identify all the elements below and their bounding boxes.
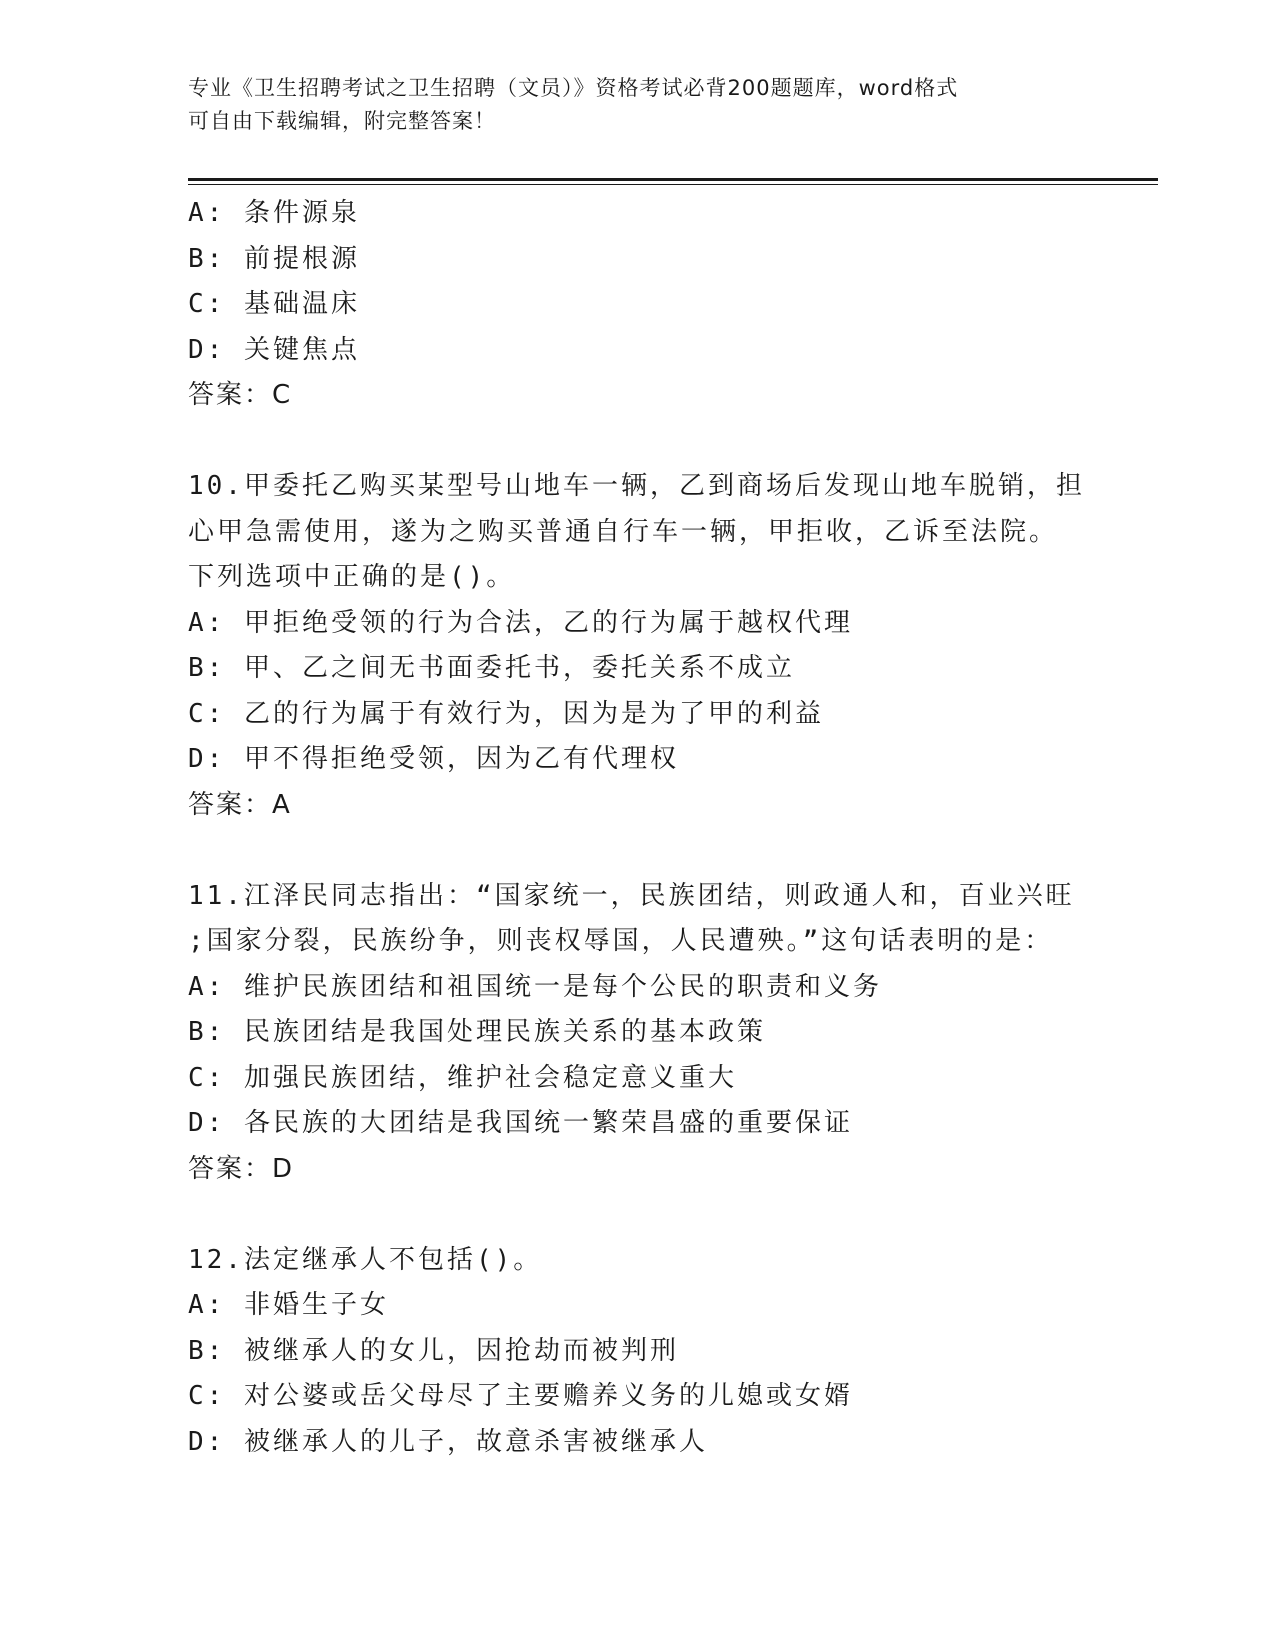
option-a: A: 维护民族团结和祖国统一是每个公民的职责和义务 <box>188 971 882 1002</box>
header-line-1: 专业《卫生招聘考试之卫生招聘（文员）》资格考试必背200题题库，word格式 <box>188 76 959 100</box>
option-d: D: 关键焦点 <box>188 334 360 365</box>
prev-question-block <box>188 191 1088 419</box>
question-stem-line: 11.江泽民同志指出：“国家统一，民族团结，则政通人和，百业兴旺 <box>188 880 1075 911</box>
question-stem-line: 12.法定继承人不包括()。 <box>188 1244 543 1275</box>
option-b: B: 甲、乙之间无书面委托书，委托关系不成立 <box>188 653 795 683</box>
answer: 答案：C <box>188 380 293 410</box>
header-line-2: 可自由下载编辑，附完整答案！ <box>188 109 496 133</box>
question-stem-line: 10.甲委托乙购买某型号山地车一辆，乙到商场后发现山地车脱销，担 <box>188 471 1085 501</box>
header-divider-thick <box>188 178 1158 181</box>
question-11-block <box>188 874 1088 1193</box>
option-b: B: 前提根源 <box>188 243 360 274</box>
option-d: D: 甲不得拒绝受领，因为乙有代理权 <box>188 744 679 774</box>
header-divider-thin <box>188 184 1158 185</box>
option-c: C: 基础温床 <box>188 289 360 319</box>
question-stem-line: ;国家分裂，民族纷争，则丧权辱国，人民遭殃。”这句话表明的是： <box>188 926 1054 956</box>
option-a: A: 甲拒绝受领的行为合法，乙的行为属于越权代理 <box>188 607 853 638</box>
option-b: B: 民族团结是我国处理民族关系的基本政策 <box>188 1017 766 1047</box>
page-header <box>188 72 1088 138</box>
option-c: C: 对公婆或岳父母尽了主要赡养义务的儿媳或女婿 <box>188 1381 853 1411</box>
answer: 答案：A <box>188 789 292 820</box>
option-a: A: 非婚生子女 <box>188 1290 389 1320</box>
question-12-block <box>188 1238 1088 1466</box>
answer: 答案：D <box>188 1153 295 1184</box>
option-d: D: 各民族的大团结是我国统一繁荣昌盛的重要保证 <box>188 1108 853 1138</box>
question-10-block <box>188 464 1088 828</box>
spacer <box>188 1192 1088 1238</box>
question-stem-line: 下列选项中正确的是()。 <box>188 562 516 592</box>
option-b: B: 被继承人的女儿，因抢劫而被判刑 <box>188 1335 679 1366</box>
option-c: C: 加强民族团结，维护社会稳定意义重大 <box>188 1062 737 1093</box>
option-a: A: 条件源泉 <box>188 198 360 228</box>
question-stem-line: 心甲急需使用，遂为之购买普通自行车一辆，甲拒收，乙诉至法院。 <box>188 516 1059 547</box>
option-c: C: 乙的行为属于有效行为，因为是为了甲的利益 <box>188 698 824 729</box>
question-content <box>188 191 1088 1465</box>
spacer <box>188 419 1088 465</box>
option-d: D: 被继承人的儿子，故意杀害被继承人 <box>188 1426 708 1457</box>
spacer <box>188 828 1088 874</box>
